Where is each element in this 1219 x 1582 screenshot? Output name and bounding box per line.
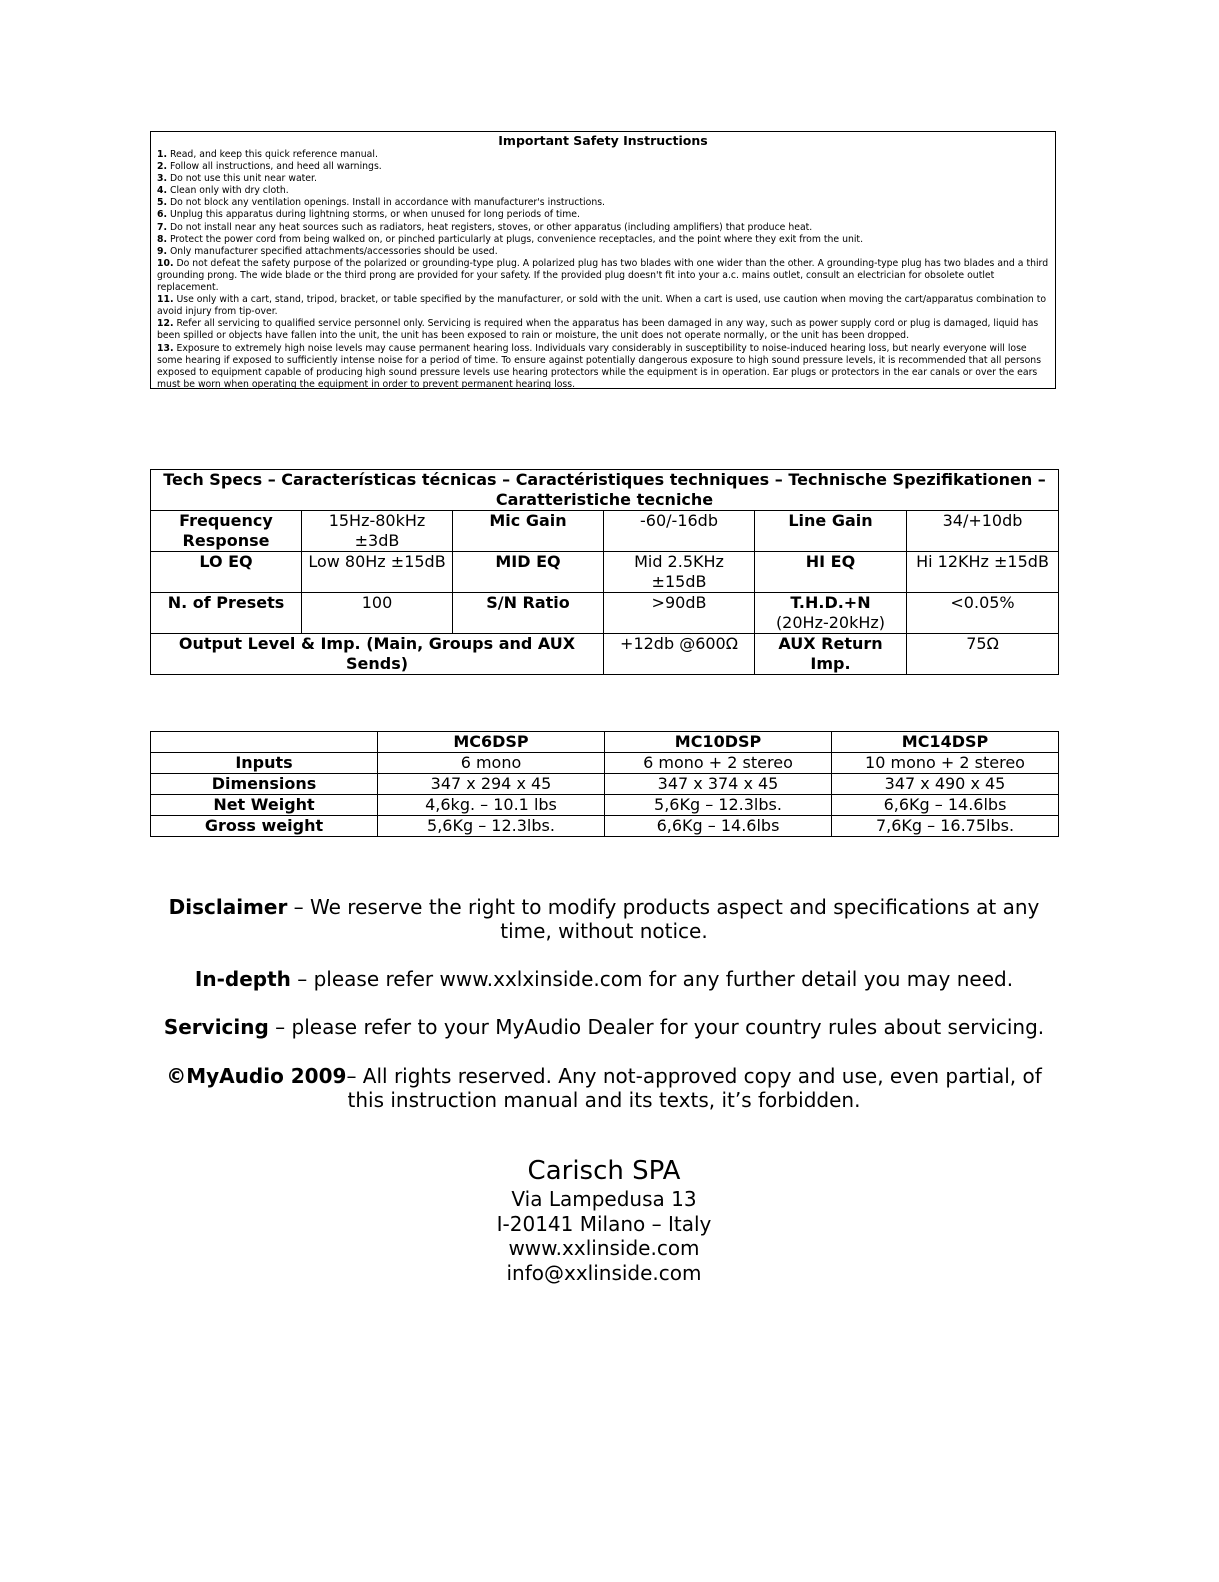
safety-item — [157, 185, 1049, 197]
column-header: MC6DSP — [378, 732, 605, 753]
servicing-text: – please refer to your MyAudio Dealer for your country rules about servicing. — [268, 1015, 1045, 1039]
spec-label: N. of Presets — [151, 593, 302, 634]
column-header — [151, 732, 378, 753]
safety-item — [157, 197, 1049, 209]
spec-value: Low 80Hz ±15dB — [302, 552, 453, 593]
safety-item — [157, 161, 1049, 173]
item-text: Unplug this apparatus during lightning storms, or when unused for long periods of time. — [167, 209, 580, 221]
spec-label: Mic Gain — [453, 511, 604, 552]
table-row — [151, 552, 1059, 593]
table-cell: 6 mono + 2 stereo — [605, 753, 832, 774]
safety-item — [157, 246, 1049, 258]
spec-value: Hi 12KHz ±15dB — [907, 552, 1059, 593]
table-cell: 6 mono — [378, 753, 605, 774]
column-header: MC10DSP — [605, 732, 832, 753]
item-text: Read, and keep this quick reference manual. — [167, 149, 378, 160]
item-number: 10. — [157, 257, 174, 269]
item-number: 13. — [157, 342, 174, 354]
item-text: Clean only with dry cloth. — [167, 185, 289, 197]
spec-sublabel: (20Hz-20kHz) — [775, 613, 886, 632]
table-cell: 4,6kg. – 10.1 lbs — [378, 795, 605, 816]
safety-instructions-box — [150, 131, 1056, 389]
company-name: Carisch SPA — [527, 1156, 681, 1186]
city-address: I-20141 Milano – Italy — [496, 1211, 712, 1236]
safety-item — [157, 343, 1049, 391]
row-label: Gross weight — [151, 816, 378, 837]
tech-specs-table — [150, 469, 1059, 675]
spec-label: T.H.D.+N — [790, 593, 871, 612]
table-cell: 6,6Kg – 14.6lbs — [832, 795, 1059, 816]
item-text: Protect the power cord from being walked on, or pinched particularly at plugs, convenience receptacles, and the point where they exit from the unit. — [167, 233, 864, 245]
item-text: Follow all instructions, and heed all warnings. — [167, 161, 382, 173]
indepth-note — [150, 967, 1058, 991]
models-table — [150, 731, 1059, 837]
item-number: 3. — [157, 173, 168, 185]
spec-value: 75Ω — [907, 634, 1059, 675]
row-label: Inputs — [151, 753, 378, 774]
safety-item — [157, 222, 1049, 234]
copyright-label: ©MyAudio 2009 — [166, 1064, 347, 1088]
item-text: Do not defeat the safety purpose of the polarized or grounding-type plug. A polarized plug has two blades with one wider than the other. A grounding-type plug has two blades and a third grounding prong. The wide blade or the third prong are provided for your safety. If the provided plug doesn't fit into your a.c. mains outlet, consult an electrician for obsolete outlet replacement. — [157, 257, 1049, 294]
item-number: 1. — [157, 149, 168, 160]
table-row — [151, 470, 1059, 511]
safety-item — [157, 258, 1049, 294]
item-number: 7. — [157, 221, 168, 233]
spec-value: 34/+10db — [907, 511, 1059, 552]
safety-item — [157, 149, 1049, 161]
table-cell: 5,6Kg – 12.3lbs. — [605, 795, 832, 816]
safety-title: Important Safety Instructions — [498, 133, 708, 148]
spec-label: AUX Return Imp. — [755, 634, 907, 675]
item-number: 5. — [157, 197, 168, 209]
spec-value: Mid 2.5KHz ±15dB — [604, 552, 755, 593]
table-cell: 347 x 294 x 45 — [378, 774, 605, 795]
street-address: Via Lampedusa 13 — [511, 1187, 697, 1211]
safety-item — [157, 294, 1049, 318]
spec-value: 15Hz-80kHz ±3dB — [302, 511, 453, 552]
spec-label: HI EQ — [755, 552, 907, 593]
item-number: 6. — [157, 209, 168, 221]
tech-specs-header: Tech Specs – Características técnicas – Caractéristiques techniques – Technische Spezifikationen – Caratteristiche tecniche — [151, 470, 1059, 511]
spec-label: S/N Ratio — [453, 593, 604, 634]
item-text: Exposure to extremely high noise levels may cause permanent hearing loss. Individuals vary considerably in susceptibility to noise-induced hearing loss, but nearly everyone will lose some hearing if exposed to sufficiently intense noise for a period of time. To ensure against potentially dangerous exposure to high sound pressure levels, it is recommended that all persons exposed to equipment capable of producing high sound pressure levels use hearing protectors while the equipment is in operation. Ear plugs or protectors in the ear canals or over the ears must be worn when operating the equipment in order to prevent permanent hearing loss. — [157, 342, 1042, 390]
email: info@xxlinside.com — [506, 1260, 702, 1285]
safety-item — [157, 318, 1049, 342]
spec-value: >90dB — [604, 593, 755, 634]
servicing-label: Servicing — [163, 1015, 269, 1039]
table-row — [151, 511, 1059, 552]
table-row — [151, 816, 1059, 837]
table-row — [151, 634, 1059, 675]
table-cell: 347 x 490 x 45 — [832, 774, 1059, 795]
spec-value: <0.05% — [907, 593, 1059, 634]
website: www.xxlinside.com — [508, 1236, 700, 1260]
row-label: Dimensions — [151, 774, 378, 795]
safety-item — [157, 173, 1049, 185]
item-text: Refer all servicing to qualified service personnel only. Servicing is required when the apparatus has been damaged in any way, such as power supply cord or plug is damaged, liquid has been spilled or objects have fallen into the unit, the unit has been exposed to rain or moisture, the unit does not operate normally, or the unit has been dropped. — [157, 318, 1039, 342]
table-row — [151, 593, 1059, 634]
indepth-label: In-depth — [194, 967, 291, 991]
spec-label: Frequency Response — [151, 511, 302, 552]
item-text: Do not install near any heat sources such as radiators, heat registers, stoves, or other apparatus (including amplifiers) that produce heat. — [167, 221, 813, 233]
item-text: Use only with a cart, stand, tripod, bracket, or table specified by the manufacturer, or sold with the unit. When a cart is used, use caution when moving the cart/apparatus combination to avoid injury from tip-over. — [157, 294, 1047, 318]
table-row — [151, 753, 1059, 774]
table-cell: 347 x 374 x 45 — [605, 774, 832, 795]
item-text: Do not block any ventilation openings. Install in accordance with manufacturer's instructions. — [167, 197, 606, 209]
table-row — [151, 795, 1059, 816]
table-cell: 10 mono + 2 stereo — [832, 753, 1059, 774]
disclaimer-label: Disclaimer — [168, 895, 288, 919]
safety-item — [157, 234, 1049, 246]
company-address — [150, 1155, 1058, 1285]
table-cell: 5,6Kg – 12.3lbs. — [378, 816, 605, 837]
disclaimer-text: – We reserve the right to modify products aspect and specifications at any time, without notice. — [287, 895, 1040, 943]
spec-value: 100 — [302, 593, 453, 634]
row-label: Net Weight — [151, 795, 378, 816]
item-number: 9. — [157, 245, 168, 257]
table-cell: 7,6Kg – 16.75lbs. — [832, 816, 1059, 837]
item-text: Do not use this unit near water. — [167, 173, 317, 185]
copyright-note — [150, 1064, 1058, 1112]
safety-item — [157, 209, 1049, 221]
indepth-text: – please refer www.xxlxinside.com for any further detail you may need. — [290, 967, 1014, 991]
servicing-note — [150, 1015, 1058, 1039]
table-header-row — [151, 732, 1059, 753]
item-number: 4. — [157, 185, 168, 197]
copyright-text: – All rights reserved. Any not-approved copy and use, even partial, of this instruction manual and its texts, it’s forbidden. — [346, 1064, 1042, 1112]
spec-label-cell — [755, 593, 907, 634]
spec-label: Output Level & Imp. (Main, Groups and AUX Sends) — [151, 634, 604, 675]
spec-label: LO EQ — [151, 552, 302, 593]
table-row — [151, 774, 1059, 795]
table-cell: 6,6Kg – 14.6lbs — [605, 816, 832, 837]
spec-value: -60/-16db — [604, 511, 755, 552]
spec-label: Line Gain — [755, 511, 907, 552]
spec-label: MID EQ — [453, 552, 604, 593]
column-header: MC14DSP — [832, 732, 1059, 753]
spec-value: +12db @600Ω — [604, 634, 755, 675]
item-number: 2. — [157, 161, 168, 173]
item-text: Only manufacturer specified attachments/accessories should be used. — [167, 245, 498, 257]
item-number: 11. — [157, 294, 174, 306]
item-number: 8. — [157, 233, 168, 245]
disclaimer-note — [150, 895, 1058, 943]
item-number: 12. — [157, 318, 174, 330]
